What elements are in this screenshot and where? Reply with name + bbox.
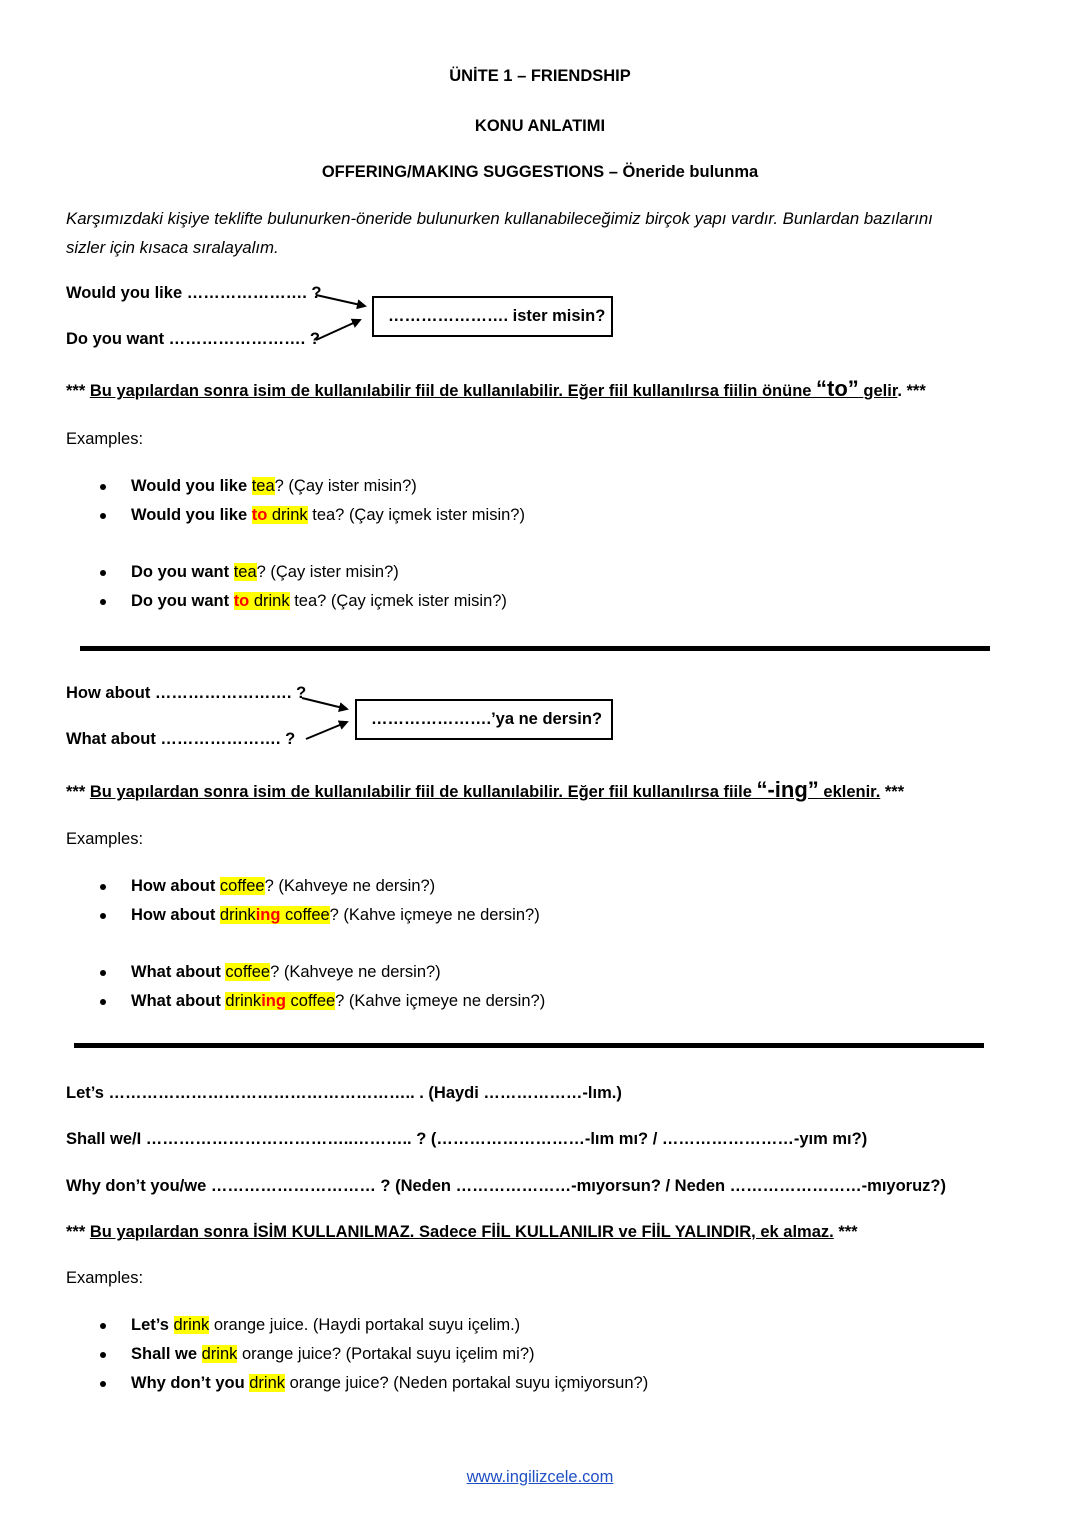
example-item: Would you like tea? (Çay ister misin?) — [131, 477, 417, 495]
example-item: What about drinking coffee? (Kahve içmeye ne dersin?) — [131, 992, 546, 1010]
note-text: Bu yapılardan sonra İSİM KULLANILMAZ. Sadece FİİL KULLANILIR ve FİİL YALINDIR, ek almaz. — [89, 1223, 834, 1241]
arrow-icon — [306, 722, 347, 739]
example-item: Do you want to drink tea? (Çay içmek ister misin?) — [131, 592, 507, 610]
intro-line-2: sizler için kısaca sıralayalım. — [66, 238, 279, 257]
unit-title: ÜNİTE 1 – FRIENDSHIP — [449, 67, 631, 85]
examples-label: Examples: — [66, 430, 144, 448]
example-item: Why don’t you drink orange juice? (Neden portakal suyu içmiyorsun?) — [131, 1374, 649, 1392]
note-suffix: *** — [884, 783, 905, 801]
pattern-why-dont-you: Why don’t you/we ………………………… ? (Neden …………………-mıyorsun? / Neden ……………………-mıyoruz?) — [66, 1177, 947, 1195]
note-text: Bu yapılardan sonra isim de kullanılabilir fiil de kullanılabilir. Eğer fiil kullanılırsa fiilin önüne — [89, 382, 812, 400]
note-text: Bu yapılardan sonra isim de kullanılabilir fiil de kullanılabilir. Eğer fiil kullanılırsa fiile — [89, 783, 752, 801]
example-item: What about coffee? (Kahveye ne dersin?) — [131, 963, 441, 981]
note-keyword-ing: “-ing” — [756, 777, 819, 802]
note-after: eklenir. — [823, 783, 881, 801]
note-keyword-to: “to” — [816, 376, 859, 401]
note-prefix: *** — [66, 783, 86, 801]
pattern-would-you-like: Would you like …………………. ? — [66, 284, 322, 302]
example-item: Do you want tea? (Çay ister misin?) — [131, 563, 399, 581]
translation-box-text: …………………. ister misin? — [388, 307, 606, 325]
note-prefix: *** — [66, 1223, 86, 1241]
arrow-icon — [302, 698, 347, 709]
examples-label: Examples: — [66, 1269, 144, 1287]
pattern-how-about: How about ……………………. ? — [66, 684, 307, 702]
example-item: Would you like to drink tea? (Çay içmek ister misin?) — [131, 506, 525, 524]
arrow-icon — [316, 295, 365, 306]
example-item: How about coffee? (Kahveye ne dersin?) — [131, 877, 436, 895]
arrow-icon — [316, 320, 360, 340]
pattern-lets: Let’s ……………………………………………….. . (Haydi ………………-lım.) — [66, 1084, 622, 1102]
note-suffix: . *** — [897, 382, 926, 400]
topic-title: OFFERING/MAKING SUGGESTIONS – Öneride bulunma — [321, 163, 759, 181]
note-suffix: *** — [838, 1223, 858, 1241]
translation-box-text: ………………….’ya ne dersin? — [371, 710, 603, 728]
examples-label: Examples: — [66, 830, 144, 848]
pattern-do-you-want: Do you want ……………………. ? — [66, 330, 320, 348]
intro-line-1: Karşımızdaki kişiye teklifte bulunurken-öneride bulunurken kullanabileceğimiz birçok yapı vardır. Bunlardan bazılarını — [66, 209, 933, 228]
note-after: gelir — [863, 382, 898, 400]
pattern-shall-we: Shall we/I ………………………………..……….. ? (………………………-lım mı? / ……………………-yım mı?) — [66, 1130, 868, 1148]
example-item: Let’s drink orange juice. (Haydi portakal suyu içelim.) — [131, 1316, 521, 1334]
pattern-what-about: What about …………………. ? — [66, 730, 296, 748]
note-prefix: *** — [66, 382, 86, 400]
subtitle: KONU ANLATIMI — [474, 117, 606, 135]
website-link[interactable]: www.ingilizcele.com — [466, 1468, 614, 1486]
example-item: How about drinking coffee? (Kahve içmeye ne dersin?) — [131, 906, 540, 924]
example-item: Shall we drink orange juice? (Portakal suyu içelim mi?) — [131, 1345, 535, 1363]
